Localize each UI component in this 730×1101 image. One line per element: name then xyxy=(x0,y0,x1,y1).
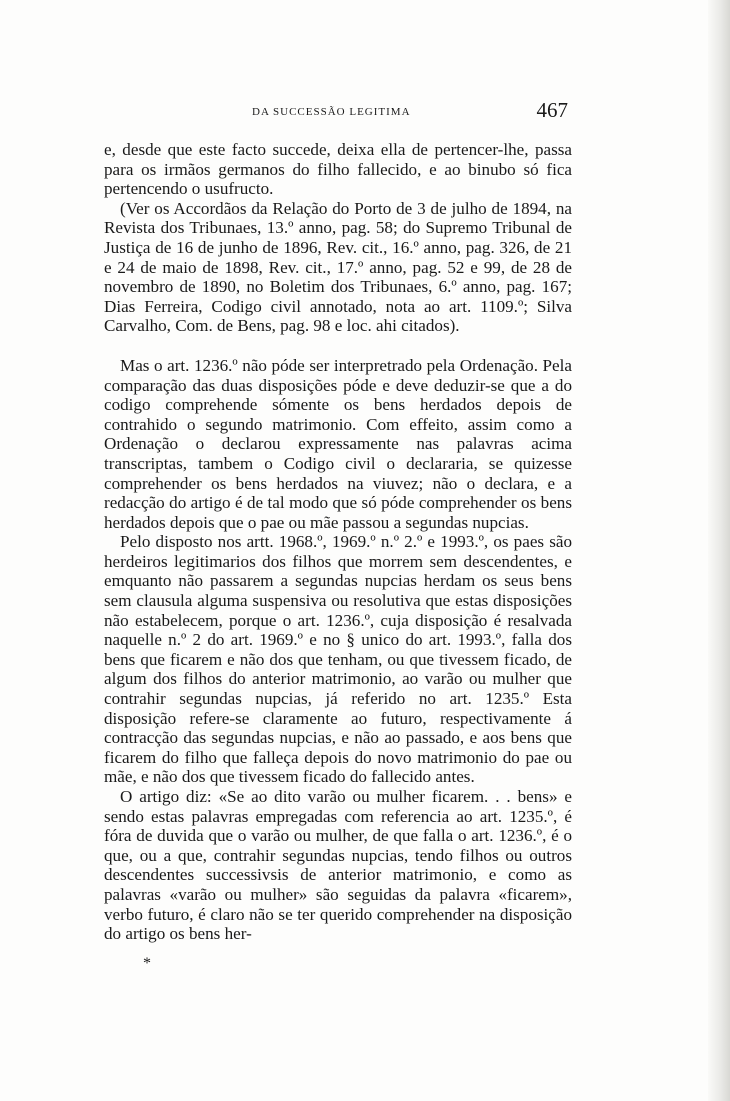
signature-mark: * xyxy=(143,955,151,972)
page-header xyxy=(104,94,574,126)
paragraph: e, desde que este facto succede, deixa ella de pertencer-lhe, passa para os irmãos germanos do filho fallecido, e ao binubo só fica pertencendo o usufructo. xyxy=(104,140,572,199)
body-text xyxy=(104,140,572,944)
citation-paragraph: (Ver os Accordãos da Relação do Porto de 3 de julho de 1894, na Revista dos Tribunaes, 13.º anno, pag. 58; do Supremo Tribunal de Justiça de 16 de junho de 1896, Rev. cit., 16.º anno, pag. 326, de 21 e 24 de maio de 1898, Rev. cit., 17.º anno, pag. 52 e 99, de 28 de novembro de 1890, no Boletim dos Tribunaes, 6.º anno, pag. 167; Dias Ferreira, Codigo civil annotado, nota ao art. 1109.º; Silva Carvalho, Com. de Bens, pag. 98 e loc. ahi citados). xyxy=(104,198,572,336)
running-title: DA SUCCESSÃO LEGITIMA xyxy=(252,106,411,118)
page-number: 467 xyxy=(536,98,568,122)
scan-edge xyxy=(708,0,730,1101)
paragraph: Mas o art. 1236.º não póde ser interpretrado pela Ordenação. Pela comparação das duas disposições póde e deve deduzir-se que a do codigo comprehende sómente os bens herdados depois de contrahido o segundo matrimonio. Com effeito, assim como a Ordenação o declarou expressamente nas palavras acima transcriptas, tambem o Codigo civil o declararia, se quizesse comprehender os bens herdados na viuvez; não o declara, e a redacção do artigo é de tal modo que só póde comprehender os bens herdados depois que o pae ou mãe passou a segundas nupcias. xyxy=(104,355,572,532)
paragraph: O artigo diz: «Se ao dito varão ou mulher ficarem. . . bens» e sendo estas palavras empregadas com referencia ao art. 1235.º, é fóra de duvida que o varão ou mulher, de que falla o art. 1236.º, é o que, ou a que, contrahir segundas nupcias, tendo filhos ou outros descendentes successivsis de anterior matrimonio, e como as palavras «varão ou mulher» são seguidas da palavra «ficarem», verbo futuro, é claro não se ter querido comprehender na disposição do artigo os bens her- xyxy=(104,787,572,944)
paragraph: Pelo disposto nos artt. 1968.º, 1969.º n.º 2.º e 1993.º, os paes são herdeiros legitimarios dos filhos que morrem sem descendentes, e emquanto não passarem a segundas nupcias herdam os seus bens sem clausula alguma suspensiva ou resolutiva que estas disposições não estabelecem, porque o art. 1236.º, cuja disposição é resalvada naquelle n.º 2 do art. 1969.º e no § unico do art. 1993.º, falla dos bens que ficarem e não dos que tenham, ou que tivessem ficado, de algum dos filhos do anterior matrimonio, ao varão ou mulher que contrahir segundas nupcias, já referido no art. 1235.º Esta disposição refere-se claramente ao futuro, respectivamente á contracção das segundas nupcias, e não ao passado, e aos bens que ficarem do filho que falleça depois do novo matrimonio do pae ou mãe, e não dos que tivessem ficado do fallecido antes. xyxy=(104,532,572,787)
